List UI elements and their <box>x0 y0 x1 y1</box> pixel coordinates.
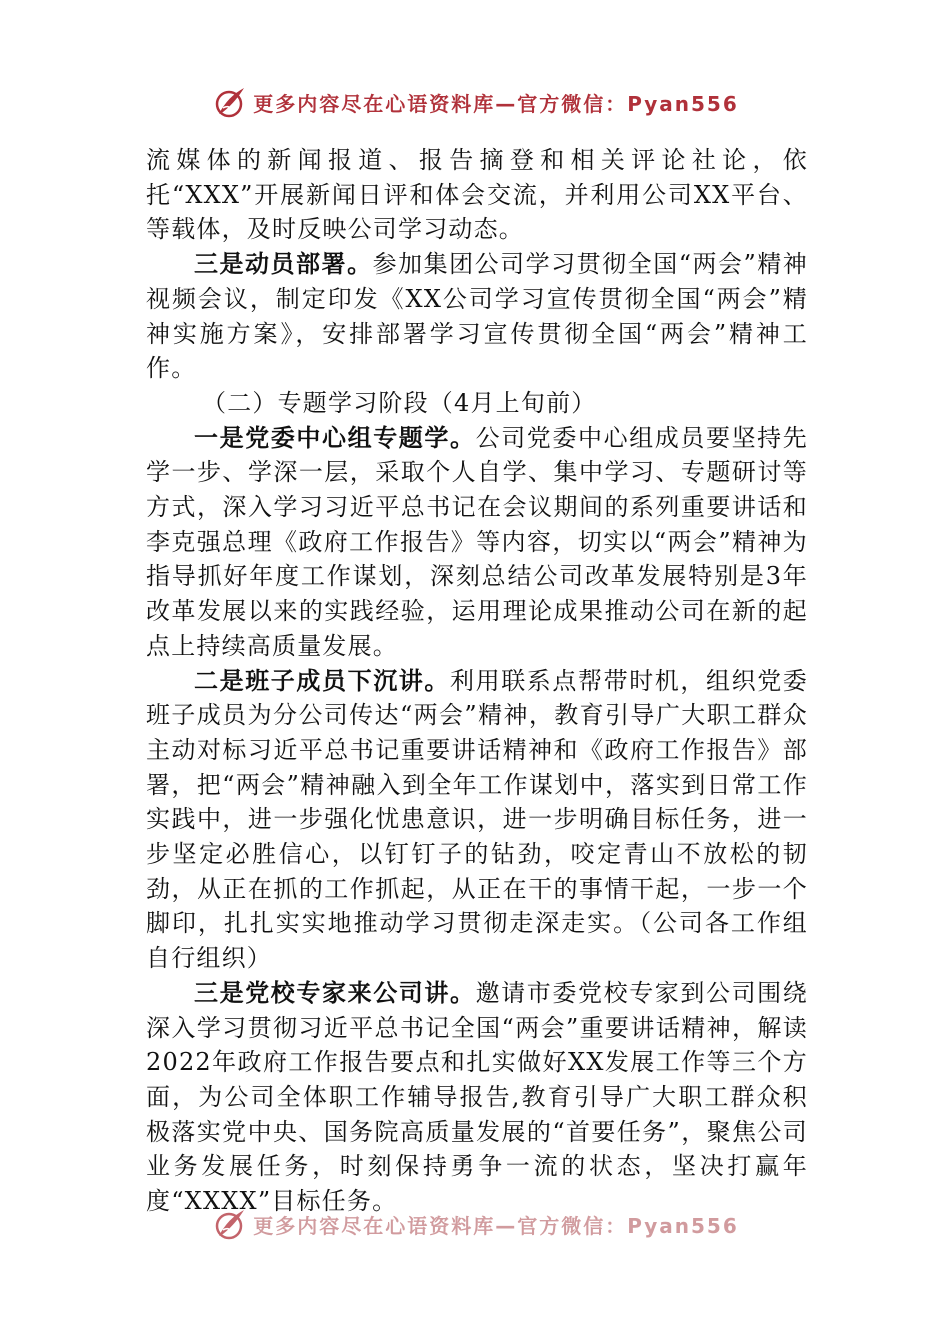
watermark-text: 更多内容尽在心语资料库—官方微信：Pyan556 <box>253 1213 739 1238</box>
paragraph-mobilization <box>146 247 808 386</box>
header-watermark <box>0 84 950 120</box>
paragraph-text: 参加集团公司学习贯彻全国“两会”精神视频会议，制定印发《XX公司学习宣传贯彻全国“两会”精神实施方案》，安排部署学习宣传贯彻全国“两会”精神工作。 <box>146 250 808 383</box>
paragraph-lead: 三是动员部署。 <box>194 249 373 279</box>
watermark-text: 更多内容尽在心语资料库—官方微信：Pyan556 <box>253 91 739 116</box>
paragraph-lead: 三是党校专家来公司讲。 <box>194 977 476 1007</box>
paragraph-central-group <box>146 421 808 664</box>
footer-watermark <box>0 1206 950 1242</box>
paragraph-text: 流媒体的新闻报道、报告摘登和相关评论社论，依托“XXX”开展新闻日评和体会交流，并利用公司XX平台、等载体，及时反映公司学习动态。 <box>146 146 808 244</box>
section-heading: （二）专题学习阶段（4月上旬前） <box>202 388 597 417</box>
paragraph-lead: 一是党委中心组专题学。 <box>194 422 476 452</box>
paragraph-text: 利用联系点帮带时机，组织党委班子成员为分公司传达“两会”精神，教育引导广大职工群众主动对标习近平总书记重要讲话精神和《政府工作报告》部署，把“两会”精神融入到全年工作谋划中，落实到日常工作实践中，进一步强化忧患意识，进一步明确目标任务，进一步坚定必胜信心，以钉钉子的钻劲，咬定青山不放松的韧劲，从正在抓的工作抓起，从正在干的事情干起，一步一个脚印，扎扎实实地推动学习贯彻走深走实。（公司各工作组自行组织） <box>146 666 808 973</box>
paragraph-party-school <box>146 976 808 1219</box>
paragraph-text: 邀请市委党校专家到公司围绕深入学习贯彻习近平总书记全国“两会”重要讲话精神，解读2022年政府工作报告要点和扎实做好XX发展工作等三个方面，为公司全体职工作辅导报告,教育引导广大职工群众积极落实党中央、国务院高质量发展的“首要任务”，聚焦公司业务发展任务，时刻保持勇争一流的状态，坚决打赢年度“XXXX”目标任务。 <box>146 978 808 1216</box>
paragraph-text: 公司党委中心组成员要坚持先学一步、学深一层，采取个人自学、集中学习、专题研讨等方式，深入学习习近平总书记在会议期间的系列重要讲话和李克强总理《政府工作报告》等内容，切实以“两会”精神为指导抓好年度工作谋划，深刻总结公司改革发展特别是3年改革发展以来的实践经验，运用理论成果推动公司在新的起点上持续高质量发展。 <box>146 423 808 660</box>
quill-logo-icon <box>211 84 247 120</box>
paragraph-lead: 二是班子成员下沉讲。 <box>194 665 450 695</box>
paragraph-leadership-talk <box>146 664 808 976</box>
paragraph-continued <box>146 143 808 247</box>
quill-logo-icon <box>211 1206 247 1242</box>
document-body <box>146 143 808 1219</box>
